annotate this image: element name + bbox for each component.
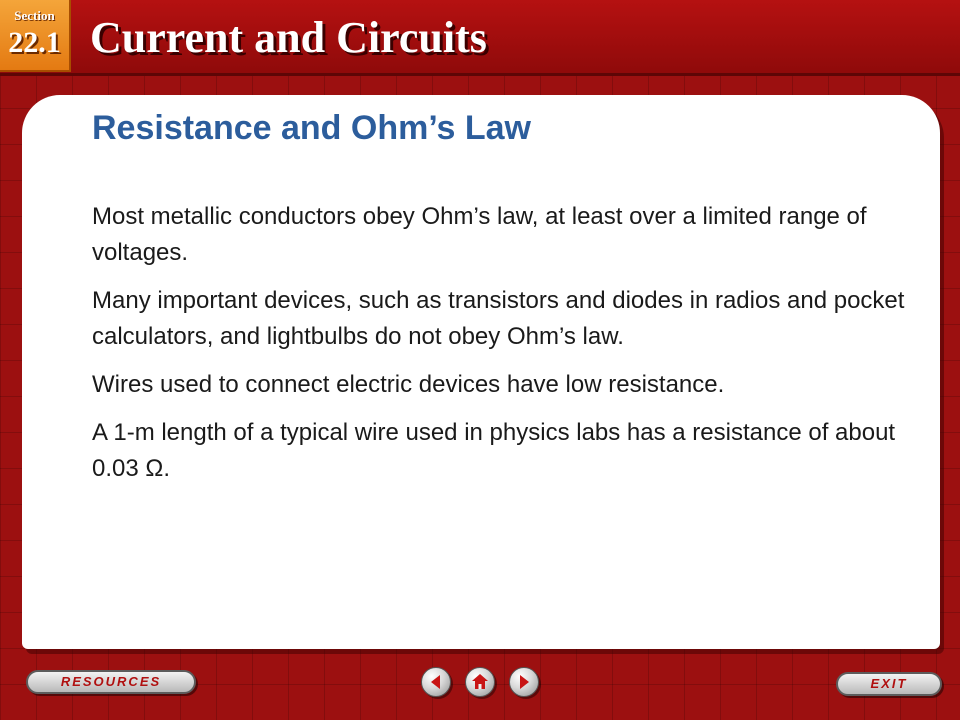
arrow-right-icon xyxy=(515,673,533,691)
paragraph-wire-resistance: Wires used to connect electric devices have low resistance. xyxy=(92,371,725,398)
exit-button[interactable]: EXIT xyxy=(836,672,942,696)
section-label: Section xyxy=(14,8,55,23)
previous-button[interactable] xyxy=(421,667,451,697)
chapter-title: Current and Circuits xyxy=(90,13,487,62)
paragraph-ohms-law-metals: Most metallic conductors obey Ohm’s law, at least over a limited range of voltages. xyxy=(92,203,867,266)
section-number: 22.1 xyxy=(8,26,61,59)
header-bar xyxy=(0,0,960,76)
next-button[interactable] xyxy=(509,667,539,697)
slide-title: Resistance and Ohm’s Law xyxy=(92,109,531,147)
home-button[interactable] xyxy=(465,667,495,697)
arrow-left-icon xyxy=(427,673,445,691)
section-badge xyxy=(0,0,71,72)
paragraph-typical-wire: A 1-m length of a typical wire used in physics labs has a resistance of about 0.03 Ω. xyxy=(92,419,896,482)
home-icon xyxy=(471,673,489,691)
body-text xyxy=(92,199,914,499)
content-panel xyxy=(22,95,940,649)
resources-button[interactable]: RESOURCES xyxy=(26,670,196,694)
paragraph-non-ohmic-devices: Many important devices, such as transistors and diodes in radios and pocket calculators, and lightbulbs do not obey Ohm’s law. xyxy=(92,287,905,350)
